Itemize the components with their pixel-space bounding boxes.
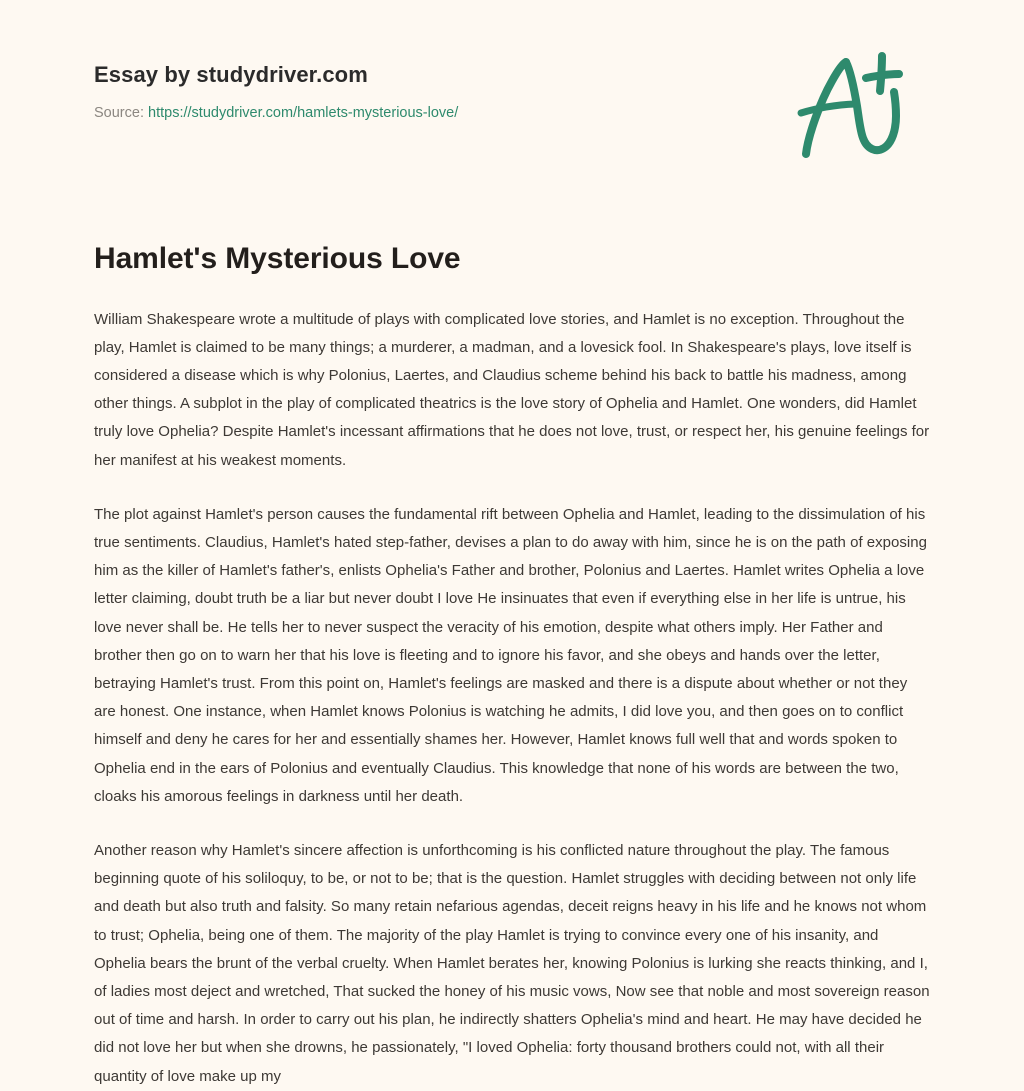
header-text-block <box>94 62 458 123</box>
article-paragraph: William Shakespeare wrote a multitude of plays with complicated love stories, and Hamlet is no exception. Throughout the play, Hamlet is claimed to be many things; a murderer, a madman, and a lovesick fool. In Shakespeare's plays, love itself is considered a disease which is why Polonius, Laertes, and Claudius scheme behind his back to battle his madness, among other things. A subplot in the play of complicated theatrics is the love story of Ophelia and Hamlet. One wonders, did Hamlet truly love Ophelia? Despite Hamlet's incessant affirmations that he does not love, trust, or respect her, his genuine feelings for her manifest at his weakest moments. <box>94 310 930 469</box>
article-paragraph: The plot against Hamlet's person causes the fundamental rift between Ophelia and Hamlet, leading to the dissimulation of his true sentiments. Claudius, Hamlet's hated step-father, devises a plan to do away with him, since he is on the path of exposing him as the killer of Hamlet's father's, enlists Ophelia's Father and brother, Polonius and Laertes. Hamlet writes Ophelia a love letter claiming, doubt truth be a liar but never doubt I love He insinuates that even if everything else in her life is untrue, his love never shall be. He tells her to never suspect the veracity of his emotion, despite what others imply. Her Father and brother then go on to warn her that his love is fleeting and to ignore his favor, and she obeys and hands over the letter, betraying Hamlet's trust. From this point on, Hamlet's feelings are masked and there is a dispute about whether or not they are honest. One instance, when Hamlet knows Polonius is watching he admits, I did love you, and then goes on to conflict himself and deny he cares for her and essentially shames her. However, Hamlet knows full well that and words spoken to Ophelia end in the ears of Polonius and eventually Claudius. This knowledge that none of his words are between the two, cloaks his amorous feelings in darkness until her death. <box>94 505 927 805</box>
article <box>94 240 930 1091</box>
source-label: Source: <box>94 105 144 122</box>
source-url-link[interactable]: https://studydriver.com/hamlets-mysterious-love/ <box>148 105 459 122</box>
essay-byline: Essay by studydriver.com <box>94 62 368 87</box>
article-body <box>94 306 930 1091</box>
source-line <box>94 104 458 123</box>
studydriver-a-plus-logo-icon <box>792 50 912 165</box>
page-header <box>0 0 1024 200</box>
page-title: Hamlet's Mysterious Love <box>94 242 461 275</box>
article-paragraph: Another reason why Hamlet's sincere affection is unforthcoming is his conflicted nature throughout the play. The famous beginning quote of his soliloquy, to be, or not to be; that is the question. Hamlet struggles with deciding between not only life and death but also truth and falsity. So many retain nefarious agendas, deceit reigns heavy in his life and he knows not whom to trust; Ophelia, being one of them. The majority of the play Hamlet is trying to convince every one of his insanity, and Ophelia bears the brunt of the verbal cruelty. When Hamlet berates her, knowing Polonius is lurking she reacts thinking, and I, of ladies most deject and wretched, That sucked the honey of his music vows, Now see that noble and most sovereign reason out of time and harsh. In order to carry out his plan, he indirectly shatters Ophelia's mind and heart. He may have decided he did not love her but when she drowns, he passionately, "I loved Ophelia: forty thousand brothers could not, with all their quantity of love make up my <box>94 841 930 1085</box>
